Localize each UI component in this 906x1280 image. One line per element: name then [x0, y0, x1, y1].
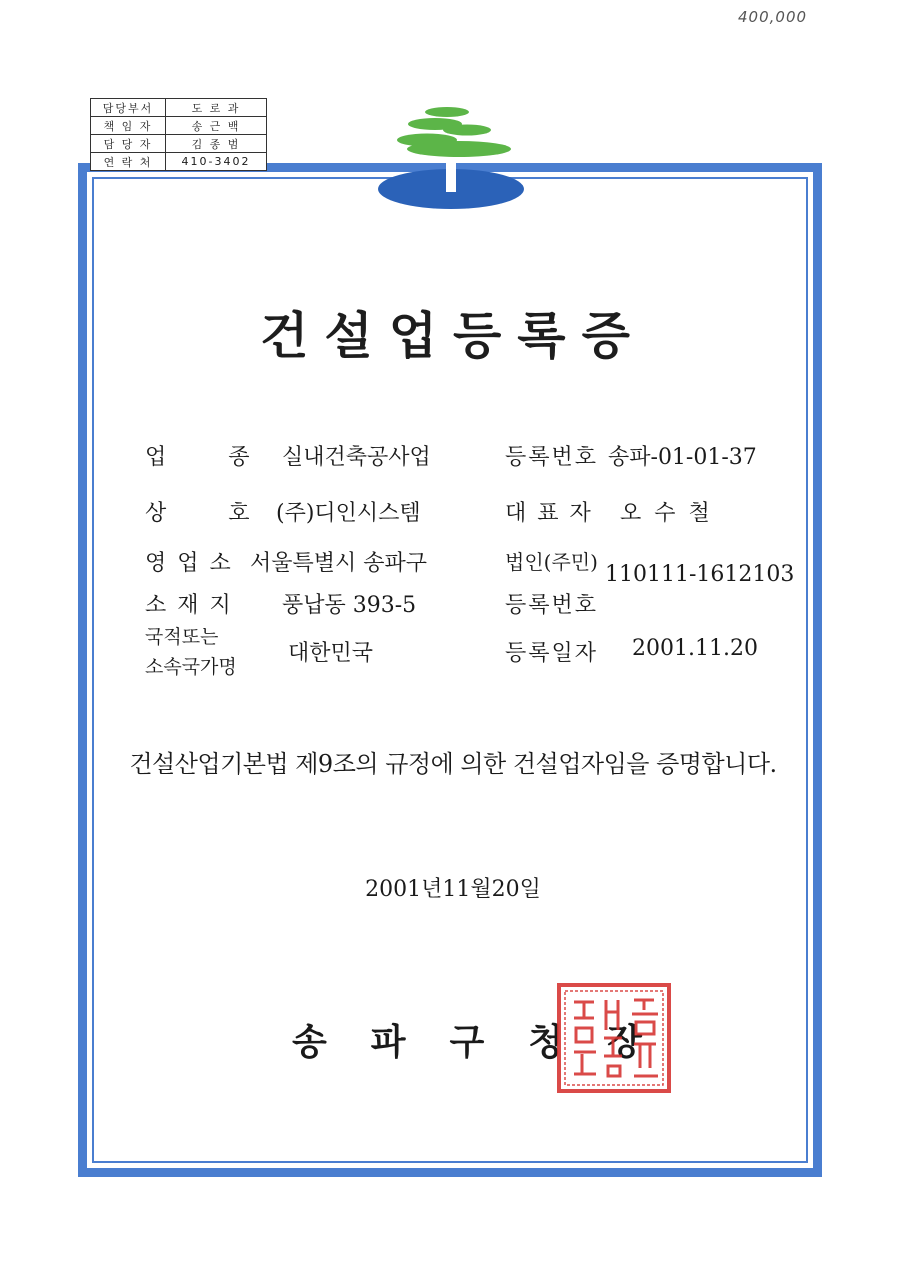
office-value-address: 풍납동 393-5: [282, 593, 417, 618]
corp-label-1: 법인(주민): [505, 550, 598, 574]
official-seal: [556, 982, 672, 1098]
tree-logo-icon: [375, 100, 527, 216]
dept-label: 담당부서: [91, 99, 166, 117]
reg-date-value: 2001.11.20: [632, 636, 758, 661]
rep-label: 대 표 자: [505, 501, 593, 526]
reg-date-label: 등록일자: [505, 641, 599, 666]
certification-statement: 건설산업기본법 제9조의 규정에 의한 건설업자임을 증명합니다.: [129, 750, 777, 778]
office-label: 영 업 소: [145, 551, 233, 576]
company-label: 상 호: [145, 501, 270, 526]
issuer-name: 송파구청장: [292, 1021, 686, 1063]
rep-value: 오 수 철: [620, 501, 713, 526]
staff-value: 김 종 범: [166, 135, 267, 153]
manager-label: 책 임 자: [91, 117, 166, 135]
table-row: [91, 99, 267, 117]
manager-value: 송 근 백: [166, 117, 267, 135]
location-label: 소 재 지: [145, 593, 233, 618]
issue-date: 2001년11월20일: [365, 877, 541, 902]
industry-value: 실내건축공사업: [282, 445, 431, 470]
reg-no-value: 송파-01-01-37: [608, 445, 757, 470]
table-row: [91, 117, 267, 135]
industry-label: 업 종: [145, 445, 270, 470]
nationality-label-1: 국적또는: [145, 626, 219, 648]
office-value-city: 서울특별시 송파구: [250, 551, 428, 576]
table-row: [91, 135, 267, 153]
reg-no-label: 등록번호: [505, 445, 599, 470]
company-value: (주)디인시스템: [276, 501, 421, 526]
contact-value: 410-3402: [166, 153, 267, 171]
corp-reg-value: 110111-1612103: [605, 562, 795, 587]
dept-value: 도 로 과: [166, 99, 267, 117]
nationality-value: 대한민국: [288, 641, 374, 666]
contact-label: 연 락 처: [91, 153, 166, 171]
nationality-label-2: 소속국가명: [145, 656, 237, 678]
certificate-title: 건설업등록증: [260, 306, 646, 365]
staff-label: 담 당 자: [91, 135, 166, 153]
corp-label-2: 등록번호: [505, 593, 599, 618]
approval-table: [90, 98, 267, 171]
handwritten-note: 400,000: [738, 8, 808, 26]
table-row: [91, 153, 267, 171]
